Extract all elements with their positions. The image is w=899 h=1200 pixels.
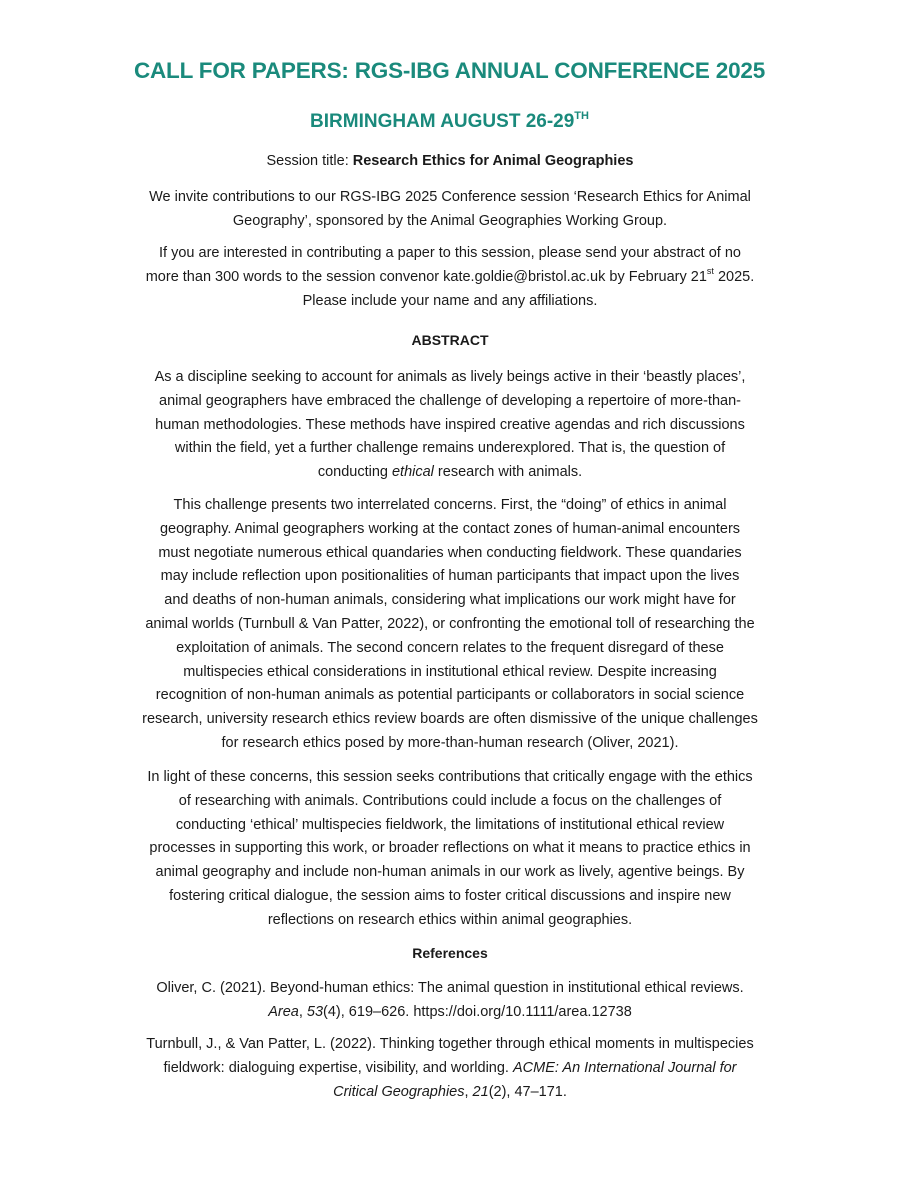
reference-turnbull — [110, 1033, 790, 1104]
p3-line-6: fostering critical dialogue, the session aims to foster critical discussions and inspire new — [169, 887, 731, 904]
location-date-subtitle — [0, 111, 899, 133]
submission-instructions — [110, 242, 790, 313]
reference-oliver — [110, 977, 790, 1025]
ref2-line-1: Turnbull, J., & Van Patter, L. (2022). Thinking together through ethical moments in multispecies — [146, 1036, 754, 1052]
abstract-paragraph-1 — [110, 366, 790, 485]
p3-line-1: In light of these concerns, this session seeks contributions that critically engage with the ethics — [147, 769, 753, 785]
p1-line-2: animal geographers have embraced the challenge of developing a repertoire of more-than- — [159, 392, 741, 409]
p1-line-3: human methodologies. These methods have inspired creative agendas and rich discussions — [155, 416, 745, 433]
p1-line-5-end: research with animals. — [433, 464, 583, 481]
interest-line-2-end: 2025. — [713, 268, 755, 285]
subtitle-ordinal-suffix: TH — [574, 109, 589, 122]
ref2-separator: , — [464, 1083, 473, 1100]
p3-line-5: animal geography and include non-human animals in our work as lively, agentive beings. By — [155, 864, 745, 881]
p2-line-4: may include reflection upon positionalities of human participants that impact upon the lives — [160, 568, 740, 585]
ref2-rest: (2), 47–171. — [488, 1083, 567, 1100]
interest-line-3: Please include your name and any affiliations. — [302, 292, 598, 309]
interest-line-1: If you are interested in contributing a paper to this session, please send your abstract of no — [159, 245, 741, 261]
p3-line-2: of researching with animals. Contributions could include a focus on the challenges of — [178, 792, 722, 809]
session-title-line — [110, 150, 790, 174]
ref1-line-1: Oliver, C. (2021). Beyond-human ethics: The animal question in institutional ethical reviews. — [156, 980, 744, 996]
invite-paragraph — [110, 186, 790, 234]
p2-line-7: exploitation of animals. The second concern relates to the frequent disregard of these — [176, 639, 724, 656]
p3-line-4: processes in supporting this work, or broader reflections on what it means to practice ethics in — [149, 840, 751, 857]
p1-line-1: As a discipline seeking to account for animals as lively beings active in their ‘beastly places’, — [154, 369, 746, 385]
p2-line-11: for research ethics posed by more-than-human research (Oliver, 2021). — [221, 734, 679, 751]
session-label: Session title: — [266, 153, 349, 169]
p1-emphasis: ethical — [391, 464, 434, 481]
ref2-journal-part-1: ACME: An International Journal for — [512, 1059, 737, 1076]
p2-line-1: This challenge presents two interrelated concerns. First, the “doing” of ethics in animal — [173, 497, 727, 513]
ref2-line-2: fieldwork: dialoguing expertise, visibility, and worlding. — [163, 1059, 513, 1076]
p2-line-8: multispecies ethical considerations in institutional ethical review. Despite increasing — [183, 663, 717, 680]
subtitle-text: BIRMINGHAM AUGUST 26-29 — [310, 111, 575, 132]
abstract-paragraph-3 — [110, 766, 790, 933]
ref1-separator: , — [298, 1003, 307, 1020]
p2-line-10: research, university research ethics review boards are often dismissive of the unique challenges — [142, 711, 758, 728]
ref1-rest: (4), 619–626. https://doi.org/10.1111/area.12738 — [323, 1003, 632, 1020]
page-title: CALL FOR PAPERS: RGS-IBG ANNUAL CONFERENCE 2025 — [133, 58, 766, 83]
p1-line-4: within the field, yet a further challenge remains underexplored. That is, the question of — [174, 440, 726, 457]
ref2-volume: 21 — [472, 1083, 489, 1100]
invite-line-2: Geography’, sponsored by the Animal Geographies Working Group. — [232, 212, 668, 229]
p2-line-9: recognition of non-human animals as potential participants or collaborators in social science — [155, 687, 745, 704]
ref1-journal: Area — [268, 1003, 299, 1020]
abstract-heading: ABSTRACT — [411, 332, 489, 348]
date-ordinal-suffix: st — [706, 265, 714, 276]
session-title: Research Ethics for Animal Geographies — [352, 153, 634, 169]
p2-line-2: geography. Animal geographers working at the contact zones of human-animal encounters — [159, 520, 741, 537]
ref1-volume: 53 — [306, 1003, 324, 1020]
p2-line-3: must negotiate numerous ethical quandaries when conducting fieldwork. These quandaries — [158, 544, 742, 561]
p2-line-6: animal worlds (Turnbull & Van Patter, 2022), or confronting the emotional toll of researching the — [145, 615, 755, 632]
p1-line-5: conducting — [317, 464, 392, 481]
p2-line-5: and deaths of non-human animals, considering what implications our work might have for — [164, 592, 736, 609]
references-heading: References — [412, 945, 488, 961]
interest-line-2: more than 300 words to the session convenor kate.goldie@bristol.ac.uk by February 21 — [145, 268, 707, 285]
p3-line-7: reflections on research ethics within animal geographies. — [267, 911, 633, 928]
p3-line-3: conducting ‘ethical’ multispecies fieldwork, the limitations of institutional ethical review — [175, 816, 725, 833]
invite-line-1: We invite contributions to our RGS-IBG 2025 Conference session ‘Research Ethics for Animal — [149, 189, 751, 205]
abstract-paragraph-2 — [110, 494, 790, 756]
ref2-journal-part-2: Critical Geographies — [333, 1083, 465, 1100]
